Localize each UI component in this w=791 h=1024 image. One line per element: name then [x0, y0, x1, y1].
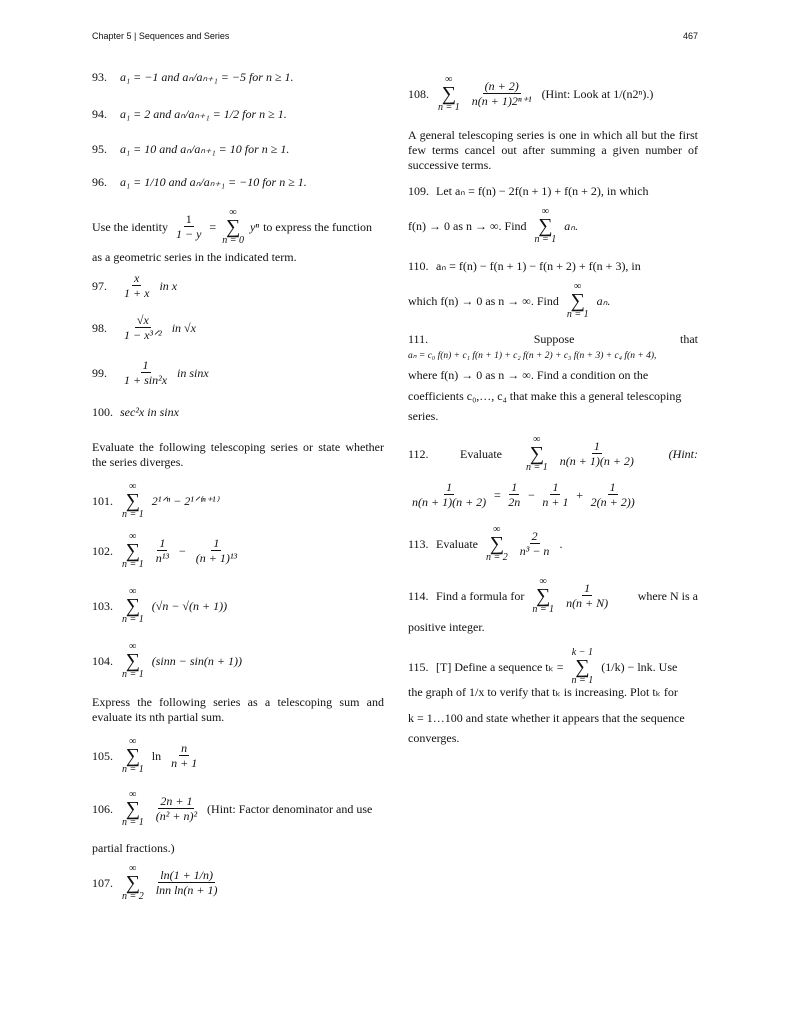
ln: ln: [151, 748, 162, 763]
upper-limit: ∞: [574, 281, 582, 292]
summation: [122, 864, 144, 902]
problem-100: [92, 405, 179, 420]
problem-number: 96.: [92, 175, 107, 189]
denominator: 1 + x: [124, 286, 150, 300]
lower-limit: n = 1: [532, 604, 555, 615]
problem-number: 106.: [92, 801, 113, 816]
text: Evaluate: [460, 446, 502, 461]
summation: [122, 790, 144, 828]
problem-number: 95.: [92, 142, 107, 156]
text: (1/k) − lnk. Use: [601, 659, 678, 674]
problem-112: [408, 435, 698, 473]
summation: [122, 587, 144, 625]
lower-limit: n = 0: [222, 235, 244, 246]
instructions-express: Express the following series as a telescoping sum and evaluate its nth partial sum.: [92, 695, 384, 724]
fraction: [506, 481, 522, 509]
page-number: 467: [683, 31, 699, 41]
numerator: 1: [142, 358, 149, 372]
upper-limit: ∞: [129, 531, 137, 542]
problem-106-continuation: partial fractions.): [92, 841, 175, 855]
summation: [532, 577, 554, 615]
denominator: (n + 1)¹³: [195, 551, 238, 565]
denominator: n(n + 1)2ⁿ⁺¹: [471, 94, 532, 108]
fraction: [154, 795, 199, 823]
problem-107: [92, 864, 222, 902]
fraction: [410, 481, 488, 509]
sigma-icon: ∑: [125, 798, 140, 820]
fraction: [589, 481, 637, 509]
problem-text: sec²x in sinx: [120, 405, 179, 419]
fraction: [122, 359, 169, 387]
upper-limit: ∞: [229, 207, 237, 218]
problem-number: 97.: [92, 278, 107, 293]
problem-115-line: k = 1…100 and state whether it appears that the sequence: [408, 711, 685, 725]
numerator: 2: [531, 529, 538, 543]
numerator: 1: [584, 581, 591, 595]
problem-95: [92, 142, 289, 157]
denominator: n¹³: [155, 551, 169, 565]
problem-106: [92, 790, 372, 828]
numerator: 1: [185, 212, 192, 226]
problem-number: 98.: [92, 320, 107, 335]
sigma-icon: ∑: [536, 585, 551, 607]
problem-text: (√n − √(n + 1)): [151, 598, 228, 613]
hint: (Hint:: [668, 446, 698, 461]
lower-limit: n = 1: [122, 509, 144, 520]
sigma-icon: ∑: [529, 443, 544, 465]
problem-104: [92, 642, 242, 680]
problem-text: a₁ = 2 and aₙ/aₙ₊₁ = 1/2 for n ≥ 1.: [120, 107, 287, 121]
problem-text: which f(n) → 0 as n → ∞. Find: [408, 293, 559, 308]
problem-114: [408, 577, 698, 615]
equals: =: [209, 219, 217, 234]
summation: [122, 532, 144, 570]
denominator: n(n + N): [566, 596, 609, 610]
problem-97: [92, 272, 177, 300]
problem-number: 100.: [92, 405, 113, 419]
text: Suppose: [533, 332, 575, 346]
sigma-icon: ∑: [125, 745, 140, 767]
fraction: [470, 80, 534, 108]
summation: [122, 482, 144, 520]
summation: [122, 642, 144, 680]
summation: [486, 525, 508, 563]
denominator: lnn ln(n + 1): [155, 883, 218, 897]
problem-text: in sinx: [177, 365, 209, 380]
text: that: [680, 332, 698, 346]
problem-109: [408, 184, 649, 199]
numerator: 1: [159, 536, 166, 550]
problem-96: [92, 175, 307, 190]
sigma-icon: ∑: [125, 872, 140, 894]
numerator: x: [134, 271, 140, 285]
upper-limit: ∞: [533, 434, 541, 445]
fraction: [540, 481, 570, 509]
term: aₙ.: [564, 218, 579, 233]
denominator: n(n + 1)(n + 2): [559, 454, 634, 468]
sigma-icon: ∑: [225, 216, 241, 238]
fraction: [122, 272, 151, 300]
denominator: n(n + 1)(n + 2): [412, 495, 487, 509]
denominator: 2n: [508, 495, 521, 509]
fraction: [122, 314, 164, 342]
problem-94: [92, 107, 287, 122]
numerator: √x: [136, 313, 149, 327]
sigma-icon: ∑: [538, 215, 553, 237]
text: to express the function: [263, 219, 373, 234]
lower-limit: n = 1: [122, 764, 144, 775]
lower-limit: n = 1: [122, 559, 144, 570]
problem-number: 114.: [408, 588, 429, 603]
fraction: [518, 530, 552, 558]
upper-limit: ∞: [129, 586, 137, 597]
denominator: 1 − y: [175, 227, 202, 241]
lower-limit: n = 1: [571, 675, 594, 686]
denominator: 2(n + 2)): [590, 495, 635, 509]
text: Use the identity: [92, 219, 168, 234]
lower-limit: n = 2: [485, 552, 508, 563]
numerator: 1: [213, 536, 220, 550]
lower-limit: n = 1: [122, 817, 144, 828]
sigma-icon: ∑: [125, 540, 140, 562]
summation: [122, 737, 144, 775]
numerator: n: [181, 741, 188, 755]
problem-number: 110.: [408, 259, 429, 273]
sigma-icon: ∑: [489, 533, 504, 555]
problem-111-line: where f(n) → 0 as n → ∞. Find a condition on the: [408, 368, 649, 382]
problem-98: [92, 314, 196, 342]
lower-limit: n = 1: [122, 614, 144, 625]
sigma-icon: ∑: [575, 656, 590, 678]
upper-limit: ∞: [129, 863, 137, 874]
equals: =: [493, 487, 502, 502]
fraction: [194, 537, 239, 565]
summation: [571, 648, 593, 686]
minus: −: [527, 487, 536, 502]
problem-111: [408, 332, 698, 347]
sigma-icon: ∑: [125, 595, 140, 617]
upper-limit: ∞: [539, 576, 547, 587]
problem-101: [92, 482, 219, 520]
problem-103: [92, 587, 227, 625]
term: aₙ.: [596, 293, 611, 308]
summation: [222, 208, 244, 246]
upper-limit: k − 1: [571, 647, 593, 658]
numerator: 1: [511, 480, 518, 494]
summation: [567, 282, 589, 320]
upper-limit: ∞: [445, 74, 453, 85]
problem-text: (sinn − sin(n + 1)): [151, 653, 242, 668]
upper-limit: ∞: [129, 641, 137, 652]
numerator: 2n + 1: [160, 794, 193, 808]
problem-99: [92, 359, 209, 387]
period: .: [559, 536, 563, 551]
denominator: (n² + n)²: [155, 809, 198, 823]
problem-text: a₁ = −1 and aₙ/aₙ₊₁ = −5 for n ≥ 1.: [120, 70, 294, 84]
numerator: ln(1 + 1/n): [160, 868, 214, 882]
problem-110-line2: [408, 282, 610, 320]
problem-number: 104.: [92, 653, 113, 668]
problem-number: 94.: [92, 107, 107, 121]
problem-115: [408, 648, 677, 686]
lower-limit: n = 1: [122, 669, 144, 680]
upper-limit: ∞: [541, 206, 549, 217]
problem-text: aₙ = f(n) − f(n + 1) − f(n + 2) + f(n + 3), in: [436, 259, 641, 273]
minus: −: [178, 543, 186, 558]
fraction: [154, 869, 220, 897]
problem-text: in x: [159, 278, 178, 293]
problem-93: [92, 70, 294, 85]
chapter-header: Chapter 5 | Sequences and Series: [92, 31, 230, 41]
problem-number: 93.: [92, 70, 107, 84]
problem-text: a₁ = 10 and aₙ/aₙ₊₁ = 10 for n ≥ 1.: [120, 142, 290, 156]
lower-limit: n = 1: [438, 102, 460, 113]
summation: [526, 435, 548, 473]
numerator: (n + 2): [484, 79, 519, 93]
problem-number: 113.: [408, 536, 429, 551]
fraction: [564, 582, 610, 610]
sigma-icon: ∑: [441, 83, 456, 105]
problem-number: 111.: [408, 332, 429, 346]
problem-115-line: the graph of 1/x to verify that tₖ is increasing. Plot tₖ for: [408, 685, 678, 699]
upper-limit: ∞: [129, 481, 137, 492]
problem-number: 115.: [408, 659, 429, 674]
problem-110: [408, 259, 641, 274]
upper-limit: ∞: [493, 524, 501, 535]
identity-statement: [92, 208, 372, 246]
problem-number: 112.: [408, 446, 429, 461]
upper-limit: ∞: [129, 789, 137, 800]
denominator: n + 1: [171, 756, 198, 770]
problem-105: [92, 737, 201, 775]
problem-number: 99.: [92, 365, 107, 380]
identity-continuation: as a geometric series in the indicated term.: [92, 250, 297, 264]
summation: [438, 75, 460, 113]
fraction: [174, 213, 203, 241]
instructions-evaluate: Evaluate the following telescoping series or state whether the series diverges.: [92, 440, 384, 469]
term: yⁿ: [249, 219, 260, 234]
hint: (Hint: Look at 1/(n2ⁿ).): [541, 86, 654, 101]
problem-102: [92, 532, 241, 570]
problem-text: 2¹ᐟⁿ − 2¹ᐟ⁽ⁿ⁺¹⁾: [151, 493, 219, 508]
problem-number: 109.: [408, 184, 429, 198]
problem-111-line: series.: [408, 409, 439, 423]
problem-number: 105.: [92, 748, 113, 763]
lower-limit: n = 1: [534, 234, 557, 245]
problem-number: 107.: [92, 875, 113, 890]
problem-text: in √x: [171, 320, 196, 335]
lower-limit: n = 2: [122, 891, 144, 902]
summation: [535, 207, 557, 245]
numerator: 1: [446, 480, 453, 494]
numerator: 1: [593, 439, 600, 453]
text: [T] Define a sequence tₖ =: [436, 659, 564, 674]
denominator: 1 − x³ᐟ²: [124, 328, 162, 342]
hint: (Hint: Factor denominator and use: [207, 801, 373, 816]
text: Evaluate: [436, 536, 478, 551]
problem-113: [408, 525, 562, 563]
lower-limit: n = 1: [525, 462, 548, 473]
problem-number: 108.: [408, 86, 429, 101]
problem-112-hint: [408, 481, 639, 509]
numerator: 1: [609, 480, 616, 494]
problem-111-line: coefficients c₀,…, c₄ that make this a general telescoping: [408, 389, 682, 403]
sigma-icon: ∑: [570, 290, 585, 312]
problem-number: 103.: [92, 598, 113, 613]
sigma-icon: ∑: [125, 490, 140, 512]
lower-limit: n = 1: [566, 309, 589, 320]
general-telescoping-definition: A general telescoping series is one in which all but the first few terms cancel out after summing a given number of successive terms.: [408, 128, 698, 172]
problem-115-line: converges.: [408, 731, 460, 745]
sigma-icon: ∑: [125, 650, 140, 672]
problem-text: a₁ = 1/10 and aₙ/aₙ₊₁ = −10 for n ≥ 1.: [120, 175, 307, 189]
fraction: [154, 537, 171, 565]
problem-text: Let aₙ = f(n) − 2f(n + 1) + f(n + 2), in which: [436, 184, 649, 198]
problem-text: f(n) → 0 as n → ∞. Find: [408, 218, 527, 233]
denominator: n + 1: [542, 495, 569, 509]
problem-111-formula: aₙ = c₀ f(n) + c₁ f(n + 1) + c₂ f(n + 2) + c₃ f(n + 3) + c₄ f(n + 4),: [408, 351, 657, 361]
denominator: 1 + sin²x: [124, 373, 168, 387]
denominator: n³ − n: [519, 544, 550, 558]
problem-109-line2: [408, 207, 578, 245]
numerator: 1: [552, 480, 559, 494]
text: where N is a: [637, 588, 698, 603]
problem-number: 102.: [92, 543, 113, 558]
problem-108: [408, 75, 653, 113]
plus: +: [575, 487, 584, 502]
problem-114-continuation: positive integer.: [408, 620, 485, 634]
problem-number: 101.: [92, 493, 113, 508]
fraction: [169, 742, 199, 770]
text: Find a formula for: [436, 588, 525, 603]
fraction: [558, 440, 636, 468]
upper-limit: ∞: [129, 736, 137, 747]
